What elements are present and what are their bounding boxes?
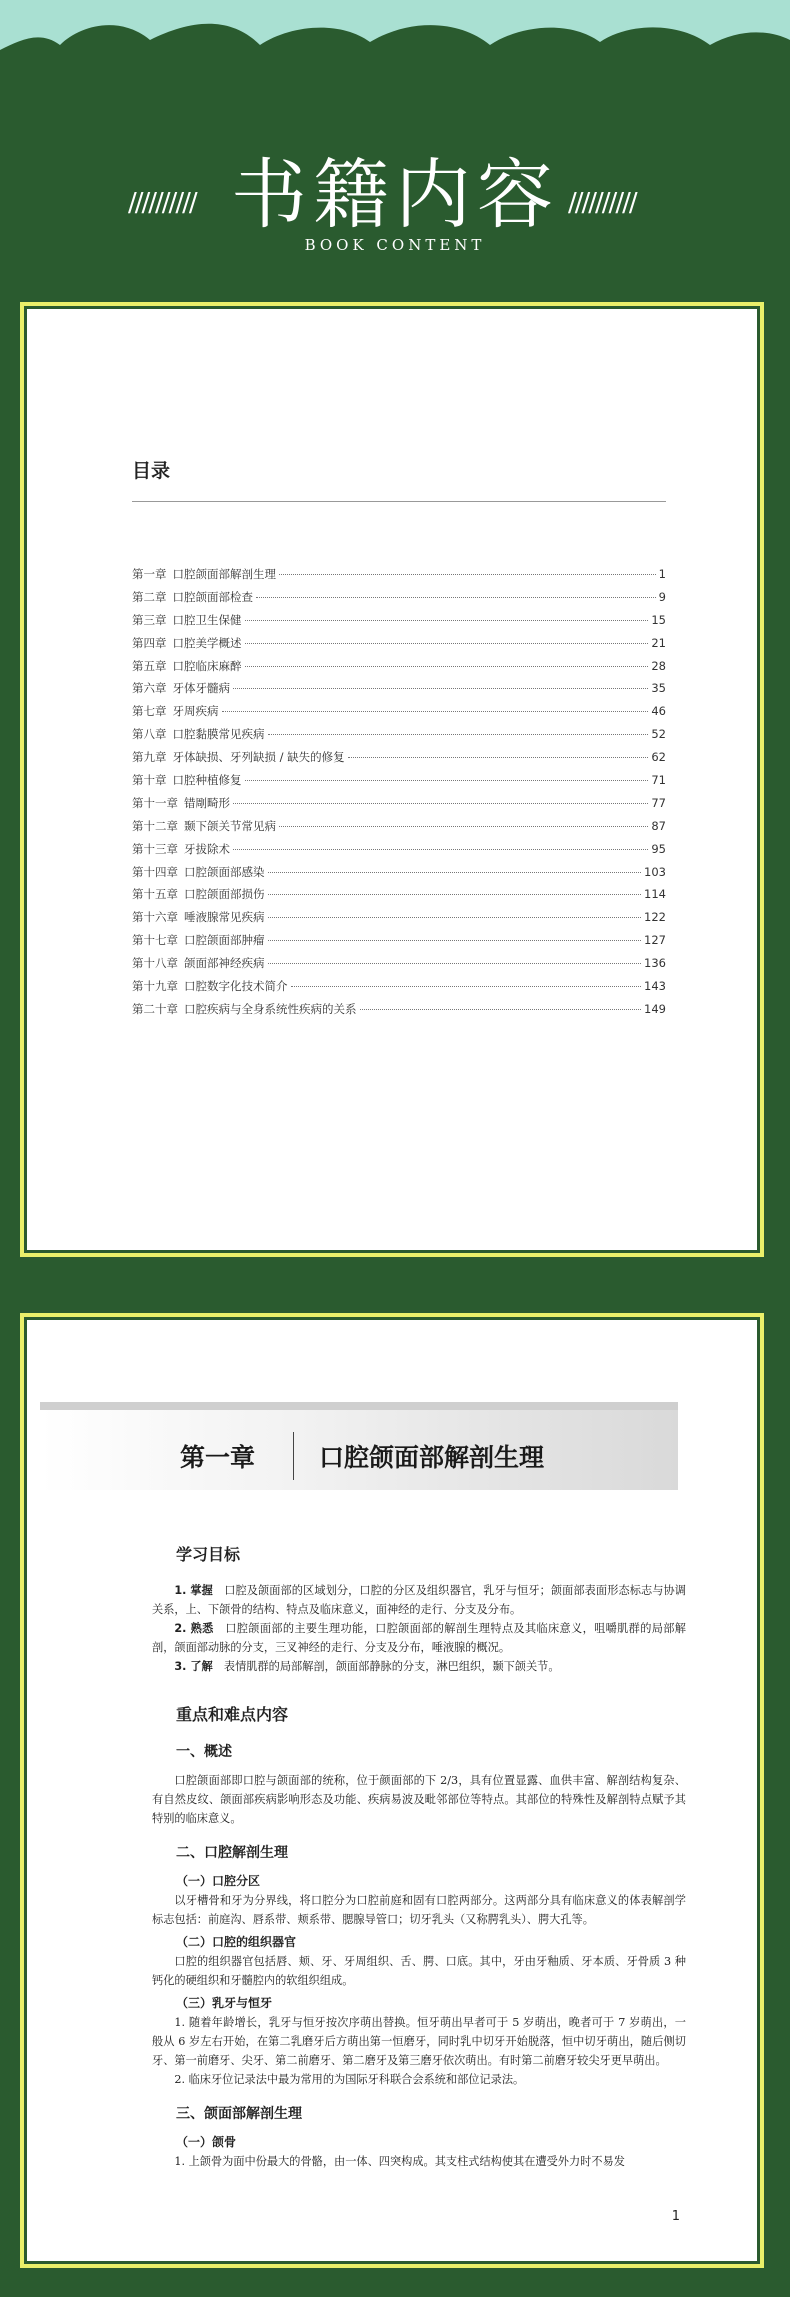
toc-entry: [132, 864, 666, 887]
toc-chapter-number: 第十七章: [132, 933, 178, 948]
toc-leader-dots: [256, 597, 656, 598]
toc-chapter-number: 第十四章: [132, 864, 178, 879]
toc-page-number: 77: [651, 795, 666, 810]
chapter-page: [20, 1313, 764, 2268]
toc-chapter-title: 口腔颌面部解剖生理: [172, 567, 276, 581]
section-title: 书籍内容: [231, 150, 559, 239]
toc-chapter-title: 口腔种植修复: [172, 773, 242, 788]
section-text: 口腔的组织器官包括唇、颊、牙、牙周组织、舌、腭、口底。其中，牙由牙釉质、牙本质、牙骨质 3 种钙化的硬组织和牙髓腔内的软组织组成。: [152, 1955, 686, 1987]
toc-page-number: 114: [644, 887, 666, 902]
toc-chapter-title: 口腔颌面部感染: [184, 864, 265, 879]
toc-page-number: 103: [644, 864, 666, 879]
toc-page-number: 35: [651, 681, 666, 696]
section-header: [0, 150, 790, 270]
toc-leader-dots: [245, 666, 649, 667]
toc-chapter-number: 第七章: [132, 704, 167, 719]
section-text: 1. 随着年龄增长，乳牙与恒牙按次序萌出替换。恒牙萌出早者可于 5 岁萌出，晚者可于 7 岁萌出，一般从 6 岁左右开始，在第二乳磨牙后方萌出第一恒磨牙，同时乳中切牙开始脱落，恒中切牙萌出，随后侧切牙、第一前磨牙、尖牙、第二前磨牙、第二磨牙及第三磨牙依次萌出。有时第二前磨牙较尖牙更早萌出。: [152, 2016, 686, 2067]
toc-entry: [132, 978, 666, 1001]
toc-leader-dots: [268, 940, 642, 941]
toc-chapter-number: 第三章: [132, 612, 167, 627]
toc-chapter-title: 颌面部神经疾病: [184, 956, 265, 971]
toc-chapter-title: 口腔颌面部损伤: [184, 887, 265, 902]
toc-entry: [132, 749, 666, 772]
toc-page-number: 136: [644, 956, 666, 971]
toc-chapter-title: 牙体缺损、牙列缺损 / 缺失的修复: [172, 750, 345, 765]
toc-page-number: 143: [644, 979, 666, 994]
toc-chapter-number: 第十五章: [132, 887, 178, 902]
toc-entry: [132, 703, 666, 726]
toc-entry: [132, 818, 666, 841]
toc-entry: [132, 680, 666, 703]
chapter-banner: [40, 1402, 678, 1490]
key-points-heading: 重点和难点内容: [176, 1705, 289, 1724]
toc-chapter-number: 第十六章: [132, 910, 178, 925]
toc-chapter-title: 口腔黏膜常见疾病: [172, 727, 265, 742]
section-subtitle: BOOK CONTENT: [304, 236, 486, 254]
toc-leader-dots: [268, 734, 649, 735]
section-text: 以牙槽骨和牙为分界线，将口腔分为口腔前庭和固有口腔两部分。这两部分具有临床意义的体表解剖学标志包括：前庭沟、唇系带、颊系带、腮腺导管口；切牙乳头（又称腭乳头）、腭大孔等。: [152, 1894, 686, 1926]
toc-leader-dots: [268, 872, 642, 873]
toc-leader-dots: [268, 917, 642, 918]
toc-page: [20, 302, 764, 1257]
subsection-heading: （二）口腔的组织器官: [176, 1935, 297, 1949]
toc-chapter-title: 唾液腺常见疾病: [184, 910, 265, 925]
toc-entry: [132, 726, 666, 749]
toc-chapter-number: 第十章: [132, 773, 167, 788]
toc-entry: [132, 932, 666, 955]
subsection-heading: （一）口腔分区: [176, 1874, 261, 1888]
toc-entry: [132, 635, 666, 658]
toc-page-number: 62: [651, 750, 666, 765]
toc-chapter-number: 第十九章: [132, 979, 178, 994]
toc-entry: [132, 955, 666, 978]
toc-chapter-number: 第四章: [132, 635, 167, 650]
section-heading: 三、颌面部解剖生理: [176, 2106, 302, 2122]
toc-leader-dots: [233, 688, 648, 689]
toc-page-number: 28: [651, 658, 666, 673]
toc-leader-dots: [268, 963, 642, 964]
toc-chapter-number: 第十二章: [132, 818, 178, 833]
toc-leader-dots: [268, 894, 642, 895]
chapter-title: 口腔颌面部解剖生理: [319, 1443, 545, 1472]
toc-entry: [132, 589, 666, 612]
toc-chapter-title: 牙拔除术: [184, 841, 230, 856]
section-heading: 一、概述: [176, 1744, 232, 1760]
toc-page-number: 95: [651, 841, 666, 856]
wave-decoration: [0, 0, 790, 80]
subsection-heading: （三）乳牙与恒牙: [176, 1996, 273, 2010]
toc-chapter-title: 错㓮畸形: [184, 795, 230, 810]
section-text: 1. 上颌骨为面中份最大的骨骼，由一体、四突构成。其支柱式结构使其在遭受外力时不易发: [174, 2155, 625, 2168]
page-number: 1: [671, 2209, 680, 2224]
toc-entry: [132, 1001, 666, 1024]
toc-chapter-title: 口腔颌面部肿瘤: [184, 933, 265, 948]
goal-item: 1. 掌握 口腔及颌面部的区域划分，口腔的分区及组织器官，乳牙与恒牙；颌面部表面形态标志与协调关系，上、下颌骨的结构、特点及临床意义，面神经的走行、分支及分布。: [152, 1584, 686, 1616]
toc-chapter-number: 第二章: [132, 589, 167, 604]
toc-chapter-title: 口腔卫生保健: [172, 612, 242, 627]
toc-entry: [132, 841, 666, 864]
toc-entry: [132, 886, 666, 909]
learning-goals-heading: 学习目标: [176, 1545, 241, 1564]
toc-leader-dots: [291, 986, 642, 987]
toc-divider: [132, 501, 666, 502]
toc-entry: [132, 772, 666, 795]
toc-chapter-title: 颞下颌关节常见病: [184, 818, 276, 833]
toc-heading: 目录: [132, 460, 171, 482]
stripe-decoration-left: //////////: [128, 188, 196, 218]
toc-page-number: 122: [644, 910, 666, 925]
toc-chapter-title: 口腔临床麻醉: [172, 658, 242, 673]
goal-item: 2. 熟悉 口腔颌面部的主要生理功能，口腔颌面部的解剖生理特点及其临床意义，咀嚼肌群的局部解剖，颌面部动脉的分支，三叉神经的走行、分支及分布，唾液腺的概况。: [152, 1622, 686, 1654]
toc-page-number: 52: [651, 727, 666, 742]
toc-chapter-number: 第十八章: [132, 956, 178, 971]
toc-chapter-title: 口腔美学概述: [172, 635, 242, 650]
toc-chapter-title: 口腔疾病与全身系统性疾病的关系: [184, 1001, 357, 1016]
goal-item: 3. 了解 表情肌群的局部解剖，颌面部静脉的分支，淋巴组织，颞下颌关节。: [174, 1660, 560, 1673]
toc-page-number: 87: [651, 818, 666, 833]
toc-page-number: 46: [651, 704, 666, 719]
stripe-decoration-right: //////////: [568, 188, 636, 218]
section-text: 口腔颌面部即口腔与颌面部的统称，位于颜面部的下 2/3，具有位置显露、血供丰富、解剖结构复杂、有自然皮纹、颌面部疾病影响形态及功能、疾病易波及毗邻部位等特点。其部位的特殊性及解剖特点赋予其特别的临床意义。: [152, 1774, 686, 1825]
toc-page-number: 21: [651, 635, 666, 650]
toc-chapter-number: 第八章: [132, 727, 167, 742]
toc-leader-dots: [245, 780, 649, 781]
toc-chapter-number: 第十三章: [132, 841, 178, 856]
toc-leader-dots: [348, 757, 649, 758]
toc-chapter-number: 第九章: [132, 750, 167, 765]
chapter-number: 第一章: [180, 1443, 256, 1472]
toc-entry: [132, 909, 666, 932]
toc-chapter-number: 第十一章: [132, 795, 178, 810]
toc-chapter-title: 口腔数字化技术简介: [184, 979, 288, 994]
toc-chapter-title: 牙体牙髓病: [172, 681, 230, 696]
toc-chapter-number: 第五章: [132, 658, 167, 673]
toc-leader-dots: [233, 849, 648, 850]
toc-leader-dots: [245, 620, 649, 621]
toc-list: [132, 566, 666, 1024]
toc-chapter-title: 牙周疾病: [172, 704, 219, 719]
chapter-body: [152, 1542, 686, 2171]
toc-leader-dots: [222, 711, 649, 712]
toc-leader-dots: [360, 1009, 642, 1010]
toc-chapter-title: 口腔颌面部检查: [172, 589, 253, 604]
section-heading: 二、口腔解剖生理: [176, 1845, 288, 1861]
toc-chapter-number: 第六章: [132, 681, 167, 696]
toc-leader-dots: [233, 803, 648, 804]
toc-leader-dots: [279, 574, 656, 575]
toc-leader-dots: [279, 826, 648, 827]
subsection-heading: （一）颌骨: [176, 2135, 237, 2149]
toc-page-number: 71: [651, 773, 666, 788]
toc-chapter-number: 第一章: [132, 567, 167, 581]
toc-page-number: 9: [658, 589, 666, 604]
toc-chapter-number: 第二十章: [132, 1001, 178, 1016]
toc-leader-dots: [245, 643, 649, 644]
section-text: 2. 临床牙位记录法中最为常用的为国际牙科联合会系统和部位记录法。: [174, 2073, 525, 2086]
toc-entry: [132, 612, 666, 635]
toc-entry: [132, 566, 666, 589]
toc-page-number: 149: [644, 1001, 666, 1016]
toc-page-number: 15: [651, 612, 666, 627]
toc-page-number: 127: [644, 933, 666, 948]
toc-entry: [132, 658, 666, 681]
toc-page-number: 1: [658, 567, 666, 581]
chapter-separator: [293, 1432, 294, 1480]
toc-entry: [132, 795, 666, 818]
